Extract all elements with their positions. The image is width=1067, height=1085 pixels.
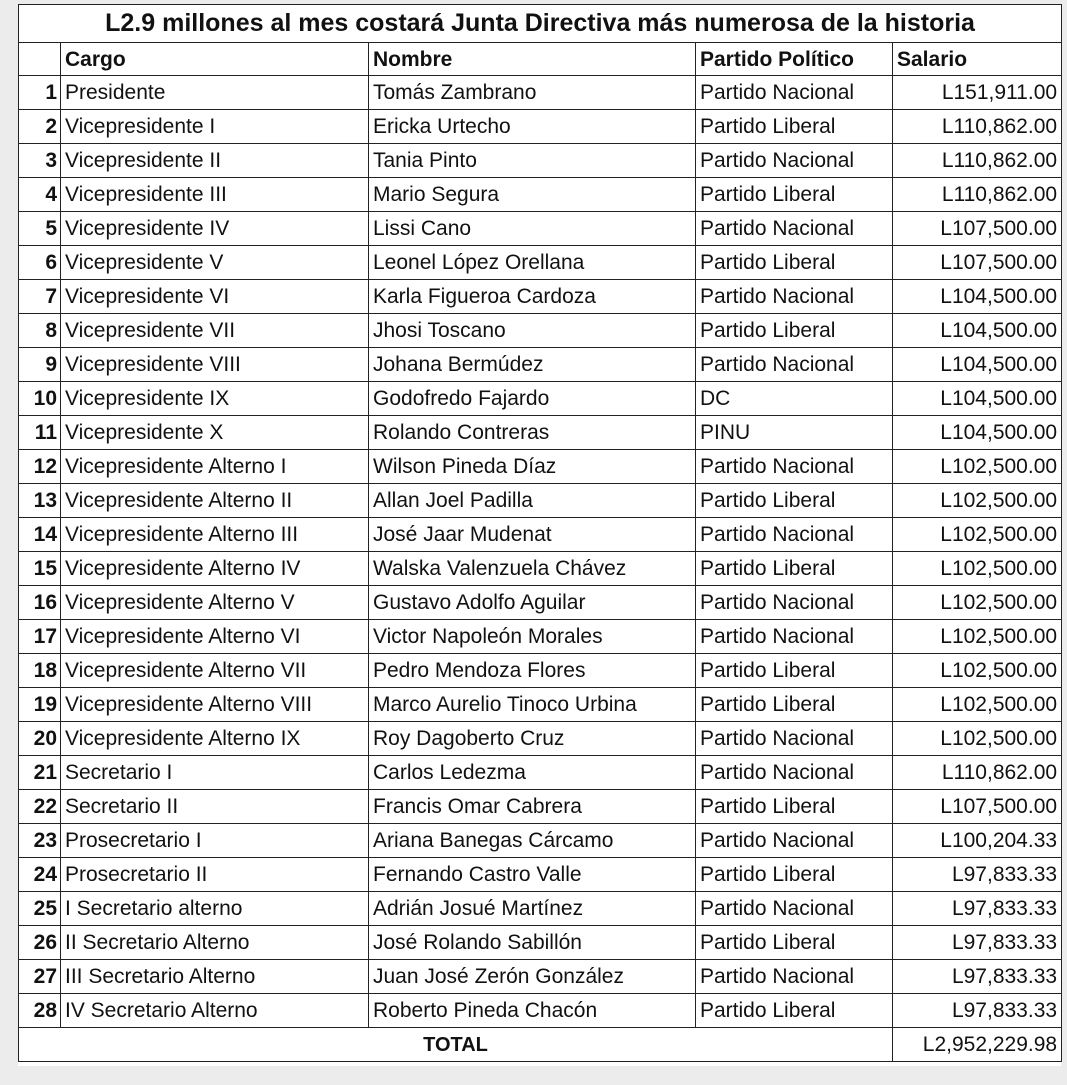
table-row: [19, 654, 1062, 688]
row-nombre: José Rolando Sabillón: [369, 926, 696, 960]
row-nombre: Carlos Ledezma: [369, 756, 696, 790]
row-number: 20: [19, 722, 61, 756]
row-nombre: Mario Segura: [369, 178, 696, 212]
row-number: 23: [19, 824, 61, 858]
table-row: [19, 212, 1062, 246]
row-salario: L104,500.00: [893, 382, 1062, 416]
row-nombre: Pedro Mendoza Flores: [369, 654, 696, 688]
row-cargo: Vicepresidente X: [61, 416, 369, 450]
row-salario: L102,500.00: [893, 518, 1062, 552]
row-cargo: Vicepresidente Alterno IV: [61, 552, 369, 586]
table-row: [19, 756, 1062, 790]
row-partido: Partido Nacional: [696, 144, 893, 178]
row-number: 21: [19, 756, 61, 790]
row-nombre: Gustavo Adolfo Aguilar: [369, 586, 696, 620]
table-row: [19, 382, 1062, 416]
row-number: 16: [19, 586, 61, 620]
row-partido: Partido Nacional: [696, 348, 893, 382]
header-salario: Salario: [893, 43, 1062, 76]
header-nombre: Nombre: [369, 43, 696, 76]
table-row: [19, 416, 1062, 450]
row-partido: Partido Liberal: [696, 688, 893, 722]
row-number: 28: [19, 994, 61, 1028]
row-cargo: Vicepresidente Alterno V: [61, 586, 369, 620]
row-salario: L102,500.00: [893, 654, 1062, 688]
row-nombre: Ericka Urtecho: [369, 110, 696, 144]
row-cargo: IV Secretario Alterno: [61, 994, 369, 1028]
row-salario: L102,500.00: [893, 620, 1062, 654]
row-salario: L104,500.00: [893, 314, 1062, 348]
salary-table: [18, 4, 1062, 1062]
row-salario: L97,833.33: [893, 858, 1062, 892]
row-cargo: Secretario I: [61, 756, 369, 790]
row-partido: Partido Nacional: [696, 824, 893, 858]
row-nombre: Ariana Banegas Cárcamo: [369, 824, 696, 858]
total-value: L2,952,229.98: [893, 1028, 1062, 1062]
row-cargo: Vicepresidente VII: [61, 314, 369, 348]
row-cargo: Vicepresidente IX: [61, 382, 369, 416]
row-salario: L102,500.00: [893, 722, 1062, 756]
row-partido: Partido Nacional: [696, 756, 893, 790]
row-nombre: Tomás Zambrano: [369, 76, 696, 110]
row-salario: L151,911.00: [893, 76, 1062, 110]
table-row: [19, 144, 1062, 178]
row-cargo: Vicepresidente Alterno II: [61, 484, 369, 518]
row-number: 19: [19, 688, 61, 722]
row-nombre: Juan José Zerón González: [369, 960, 696, 994]
row-number: 17: [19, 620, 61, 654]
row-cargo: Vicepresidente V: [61, 246, 369, 280]
row-partido: Partido Liberal: [696, 926, 893, 960]
row-nombre: Godofredo Fajardo: [369, 382, 696, 416]
row-cargo: III Secretario Alterno: [61, 960, 369, 994]
row-number: 1: [19, 76, 61, 110]
row-partido: PINU: [696, 416, 893, 450]
row-nombre: Leonel López Orellana: [369, 246, 696, 280]
row-number: 18: [19, 654, 61, 688]
row-number: 14: [19, 518, 61, 552]
row-salario: L104,500.00: [893, 280, 1062, 314]
row-cargo: Vicepresidente Alterno VII: [61, 654, 369, 688]
row-nombre: Roy Dagoberto Cruz: [369, 722, 696, 756]
row-cargo: Prosecretario I: [61, 824, 369, 858]
row-cargo: Secretario II: [61, 790, 369, 824]
row-partido: Partido Nacional: [696, 450, 893, 484]
row-number: 25: [19, 892, 61, 926]
header-partido: Partido Político: [696, 43, 893, 76]
table-row: [19, 280, 1062, 314]
row-cargo: I Secretario alterno: [61, 892, 369, 926]
header-number: [19, 43, 61, 76]
row-number: 5: [19, 212, 61, 246]
table-row: [19, 76, 1062, 110]
row-cargo: Vicepresidente Alterno I: [61, 450, 369, 484]
row-number: 13: [19, 484, 61, 518]
table-row: [19, 348, 1062, 382]
row-partido: Partido Liberal: [696, 246, 893, 280]
row-partido: Partido Nacional: [696, 722, 893, 756]
row-salario: L107,500.00: [893, 790, 1062, 824]
row-number: 4: [19, 178, 61, 212]
row-number: 15: [19, 552, 61, 586]
total-row: [19, 1028, 1062, 1062]
table-row: [19, 314, 1062, 348]
table-row: [19, 552, 1062, 586]
row-salario: L110,862.00: [893, 756, 1062, 790]
row-cargo: Vicepresidente III: [61, 178, 369, 212]
table-row: [19, 620, 1062, 654]
table-row: [19, 824, 1062, 858]
row-salario: L102,500.00: [893, 450, 1062, 484]
row-number: 3: [19, 144, 61, 178]
row-partido: Partido Nacional: [696, 892, 893, 926]
row-nombre: Victor Napoleón Morales: [369, 620, 696, 654]
row-nombre: José Jaar Mudenat: [369, 518, 696, 552]
row-partido: Partido Liberal: [696, 314, 893, 348]
row-number: 10: [19, 382, 61, 416]
row-salario: L110,862.00: [893, 178, 1062, 212]
row-number: 12: [19, 450, 61, 484]
table-row: [19, 926, 1062, 960]
row-partido: Partido Liberal: [696, 178, 893, 212]
row-cargo: Vicepresidente Alterno VI: [61, 620, 369, 654]
row-number: 6: [19, 246, 61, 280]
row-number: 24: [19, 858, 61, 892]
row-partido: Partido Nacional: [696, 518, 893, 552]
row-salario: L100,204.33: [893, 824, 1062, 858]
row-nombre: Jhosi Toscano: [369, 314, 696, 348]
row-cargo: Vicepresidente VIII: [61, 348, 369, 382]
row-salario: L107,500.00: [893, 212, 1062, 246]
row-salario: L97,833.33: [893, 926, 1062, 960]
row-number: 11: [19, 416, 61, 450]
row-partido: Partido Liberal: [696, 994, 893, 1028]
row-salario: L97,833.33: [893, 892, 1062, 926]
row-nombre: Lissi Cano: [369, 212, 696, 246]
row-cargo: Vicepresidente VI: [61, 280, 369, 314]
row-salario: L110,862.00: [893, 110, 1062, 144]
row-number: 22: [19, 790, 61, 824]
row-partido: Partido Liberal: [696, 484, 893, 518]
row-nombre: Marco Aurelio Tinoco Urbina: [369, 688, 696, 722]
row-partido: Partido Nacional: [696, 280, 893, 314]
row-partido: Partido Nacional: [696, 586, 893, 620]
table-row: [19, 688, 1062, 722]
row-salario: L110,862.00: [893, 144, 1062, 178]
table-row: [19, 586, 1062, 620]
row-salario: L107,500.00: [893, 246, 1062, 280]
row-nombre: Allan Joel Padilla: [369, 484, 696, 518]
row-number: 26: [19, 926, 61, 960]
table-row: [19, 722, 1062, 756]
row-partido: DC: [696, 382, 893, 416]
row-nombre: Wilson Pineda Díaz: [369, 450, 696, 484]
row-partido: Partido Liberal: [696, 110, 893, 144]
row-cargo: Vicepresidente Alterno III: [61, 518, 369, 552]
row-partido: Partido Liberal: [696, 654, 893, 688]
row-nombre: Johana Bermúdez: [369, 348, 696, 382]
row-partido: Partido Nacional: [696, 620, 893, 654]
row-salario: L102,500.00: [893, 688, 1062, 722]
table-body: [19, 76, 1062, 1028]
row-partido: Partido Nacional: [696, 76, 893, 110]
table-row: [19, 450, 1062, 484]
header-row: [19, 43, 1062, 76]
row-cargo: Vicepresidente II: [61, 144, 369, 178]
row-cargo: Vicepresidente Alterno VIII: [61, 688, 369, 722]
row-nombre: Roberto Pineda Chacón: [369, 994, 696, 1028]
row-partido: Partido Nacional: [696, 212, 893, 246]
row-number: 2: [19, 110, 61, 144]
title-row: [19, 5, 1062, 43]
row-nombre: Walska Valenzuela Chávez: [369, 552, 696, 586]
total-label: TOTAL: [19, 1028, 893, 1062]
row-salario: L97,833.33: [893, 994, 1062, 1028]
row-cargo: Vicepresidente I: [61, 110, 369, 144]
row-cargo: Prosecretario II: [61, 858, 369, 892]
row-cargo: II Secretario Alterno: [61, 926, 369, 960]
row-number: 7: [19, 280, 61, 314]
row-salario: L104,500.00: [893, 416, 1062, 450]
row-number: 27: [19, 960, 61, 994]
table-row: [19, 960, 1062, 994]
table-row: [19, 246, 1062, 280]
row-cargo: Presidente: [61, 76, 369, 110]
row-partido: Partido Liberal: [696, 858, 893, 892]
row-partido: Partido Liberal: [696, 790, 893, 824]
salary-table-sheet: [18, 4, 1061, 1066]
row-nombre: Adrián Josué Martínez: [369, 892, 696, 926]
row-nombre: Francis Omar Cabrera: [369, 790, 696, 824]
header-cargo: Cargo: [61, 43, 369, 76]
row-salario: L102,500.00: [893, 484, 1062, 518]
row-cargo: Vicepresidente IV: [61, 212, 369, 246]
table-row: [19, 110, 1062, 144]
row-salario: L102,500.00: [893, 586, 1062, 620]
row-number: 8: [19, 314, 61, 348]
table-row: [19, 518, 1062, 552]
table-row: [19, 994, 1062, 1028]
row-nombre: Fernando Castro Valle: [369, 858, 696, 892]
table-row: [19, 178, 1062, 212]
row-salario: L104,500.00: [893, 348, 1062, 382]
row-partido: Partido Liberal: [696, 552, 893, 586]
row-salario: L102,500.00: [893, 552, 1062, 586]
row-nombre: Rolando Contreras: [369, 416, 696, 450]
table-row: [19, 892, 1062, 926]
row-number: 9: [19, 348, 61, 382]
row-partido: Partido Nacional: [696, 960, 893, 994]
table-row: [19, 484, 1062, 518]
row-nombre: Tania Pinto: [369, 144, 696, 178]
table-title: L2.9 millones al mes costará Junta Directiva más numerosa de la historia: [19, 5, 1062, 43]
table-row: [19, 858, 1062, 892]
row-cargo: Vicepresidente Alterno IX: [61, 722, 369, 756]
row-nombre: Karla Figueroa Cardoza: [369, 280, 696, 314]
row-salario: L97,833.33: [893, 960, 1062, 994]
table-row: [19, 790, 1062, 824]
